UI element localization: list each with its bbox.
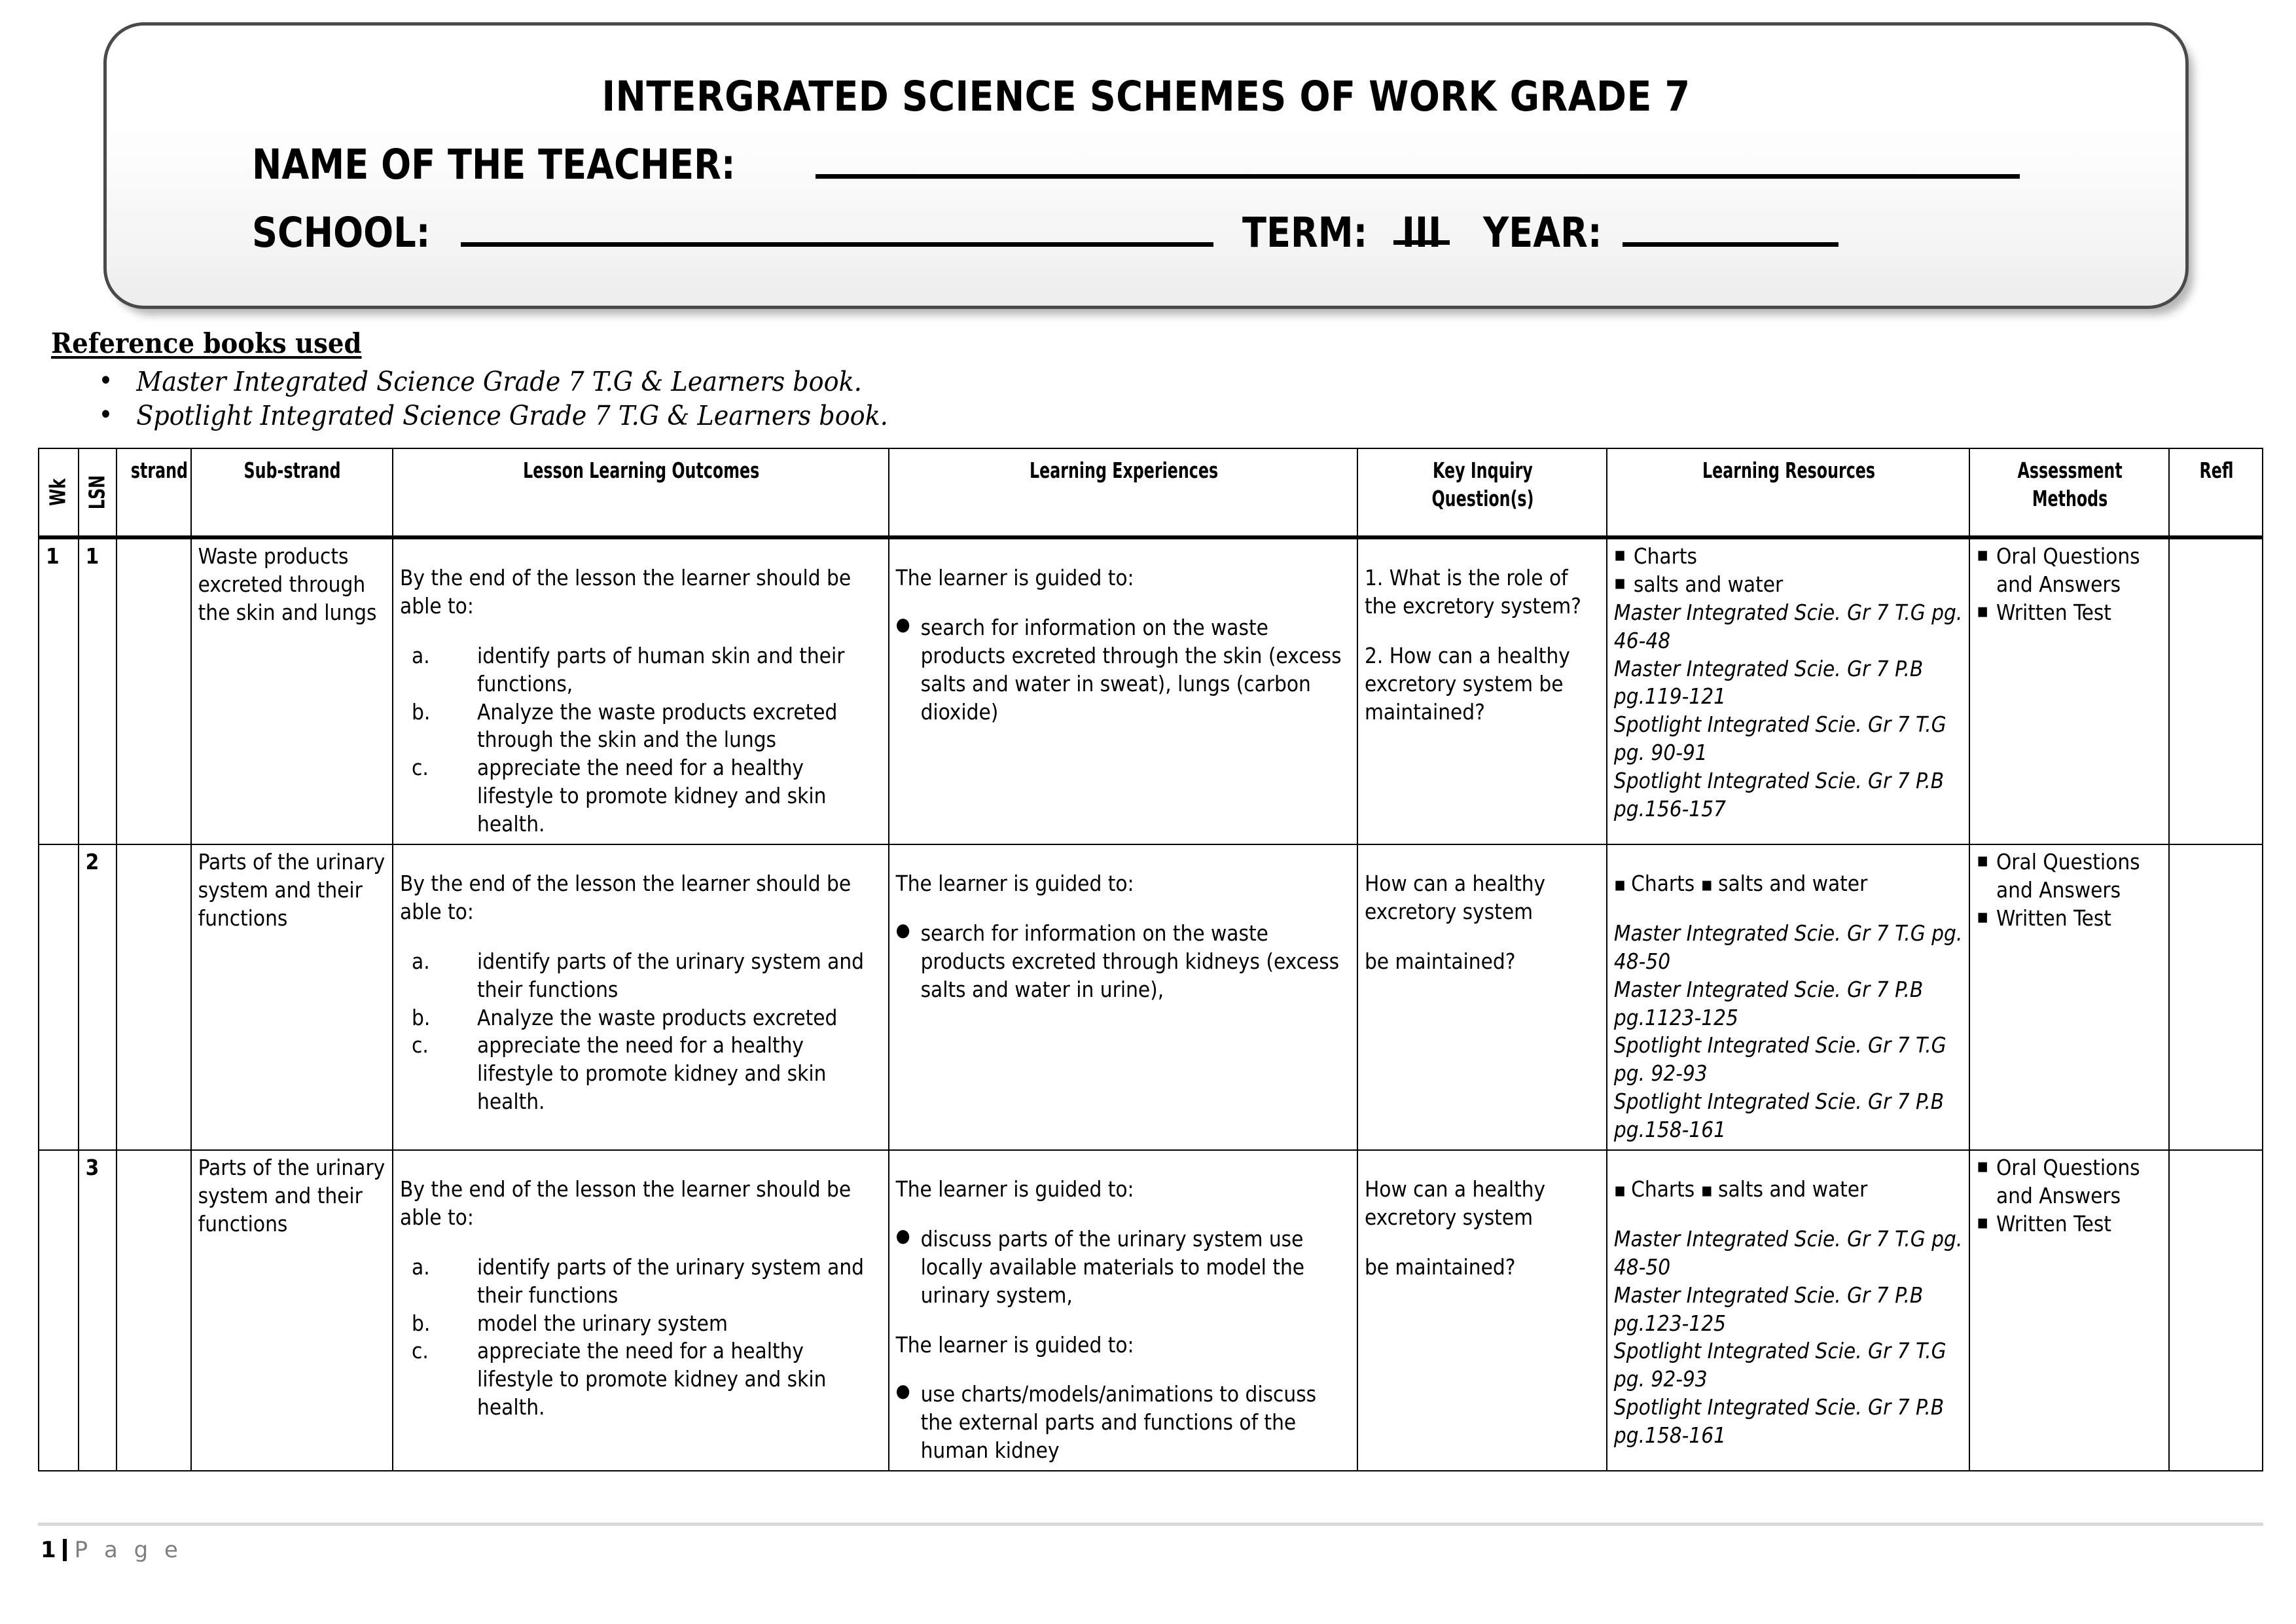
- outcomes-intro: By the end of the lesson the learner should be able to:: [400, 871, 852, 924]
- experience-bullet-list: [896, 1225, 1352, 1310]
- assessment-method-item: ▪ Oral Questions and Answers: [1977, 543, 2163, 599]
- year-label: YEAR:: [1483, 209, 1602, 257]
- resource-book-reference: Master Integrated Scie. Gr 7 P.B pg.1123-125: [1613, 976, 1924, 1030]
- column-header-lesson-learning-outcomes: Lesson Learning Outcomes: [393, 448, 889, 537]
- page-footer: [41, 1537, 183, 1563]
- outcome-item: Analyze the waste products excreted through the skin and the lungs: [477, 698, 838, 753]
- column-header-learning-experiences: Learning Experiences: [889, 448, 1357, 537]
- cell-learning-experiences: [889, 1150, 1357, 1471]
- cell-lesson-number: 2: [79, 844, 117, 1150]
- resource-material-item: ▪ Charts: [1614, 1176, 1695, 1202]
- cell-strand: [117, 1150, 191, 1471]
- experience-item: ● search for information on the waste products excreted through kidneys (excess salts and water in urine),: [896, 920, 1352, 1004]
- outcomes-list: [400, 642, 883, 839]
- cell-week: [39, 1150, 79, 1471]
- cell-reflection: [2169, 1150, 2263, 1471]
- school-term-year-line: [252, 209, 1839, 257]
- outcomes-intro: By the end of the lesson the learner should be able to:: [400, 1176, 852, 1230]
- experience-intro: The learner is guided to:: [895, 871, 1134, 897]
- resource-book-reference: Spotlight Integrated Scie. Gr 7 P.B pg.158-161: [1613, 1089, 1945, 1143]
- cell-learning-resources: [1607, 1150, 1969, 1471]
- resource-book-reference: Spotlight Integrated Scie. Gr 7 T.G pg. 90-91: [1613, 712, 1946, 766]
- resource-material-item: ▪ salts and water: [1701, 1176, 1868, 1202]
- experience-bullet-list: [896, 920, 1352, 1004]
- outcome-item: identify parts of the urinary system and their functions: [477, 948, 865, 1002]
- cell-learning-resources: [1607, 844, 1969, 1150]
- resource-material-item: ▪ Charts: [1614, 543, 1964, 571]
- cell-reflection: [2169, 537, 2263, 844]
- cell-lesson-learning-outcomes: [393, 844, 889, 1150]
- document-title: INTERGRATED SCIENCE SCHEMES OF WORK GRADE 7: [601, 73, 1691, 120]
- outcome-item: model the urinary system: [477, 1310, 728, 1336]
- cell-lesson-number: 1: [79, 537, 117, 844]
- experience-item: ● use charts/models/animations to discuss the external parts and functions of the human kidney: [896, 1380, 1352, 1465]
- column-header-key-inquiry-questions: Key Inquiry Question(s): [1357, 448, 1607, 537]
- resource-book-reference: Master Integrated Scie. Gr 7 T.G pg. 46-48: [1613, 599, 1963, 653]
- resource-material-item: ▪ salts and water: [1614, 571, 1964, 599]
- outcomes-list: [400, 948, 883, 1116]
- column-header-lsn: LSN: [79, 448, 117, 537]
- column-header-sub-strand: Sub-strand: [191, 448, 393, 537]
- assessment-methods-list: [1977, 1154, 2163, 1238]
- cell-assessment-methods: [1969, 844, 2169, 1150]
- school-label: SCHOOL:: [252, 209, 431, 257]
- resource-book-reference: Master Integrated Scie. Gr 7 T.G pg. 48-50: [1613, 920, 1963, 974]
- schemes-of-work-table: [38, 448, 2263, 1471]
- assessment-method-item: ▪ Written Test: [1977, 905, 2163, 933]
- resource-book-reference: Master Integrated Scie. Gr 7 T.G pg. 48-50: [1613, 1225, 1963, 1280]
- outcomes-list: [400, 1254, 883, 1422]
- cell-learning-experiences: [889, 537, 1357, 844]
- cell-key-inquiry-questions: [1357, 537, 1607, 844]
- resource-materials-list: [1614, 543, 1964, 599]
- assessment-method-item: ▪ Written Test: [1977, 1210, 2163, 1238]
- cell-strand: [117, 844, 191, 1150]
- resource-materials-inline: [1614, 1176, 1964, 1204]
- resource-materials-inline: [1614, 870, 1964, 898]
- footer-page-label: P a g e: [74, 1537, 183, 1563]
- inquiry-question: be maintained?: [1364, 1254, 1516, 1280]
- outcome-item: identify parts of human skin and their functions,: [477, 642, 845, 696]
- experience-bullet-list: [896, 614, 1352, 727]
- table-row: [39, 844, 2263, 1150]
- cell-strand: [117, 537, 191, 844]
- outcome-item: Analyze the waste products excreted: [477, 1004, 838, 1030]
- cell-reflection: [2169, 844, 2263, 1150]
- reference-book-item: • Spotlight Integrated Science Grade 7 T.G & Learners book.: [51, 399, 1512, 433]
- outcome-item: appreciate the need for a healthy lifestyle to promote kidney and skin health.: [477, 1032, 827, 1115]
- cell-lesson-learning-outcomes: [393, 1150, 889, 1471]
- resource-book-reference: Spotlight Integrated Scie. Gr 7 P.B pg.156-157: [1613, 768, 1945, 822]
- reference-books-list: [51, 365, 1622, 433]
- inquiry-question: How can a healthy excretory system: [1364, 871, 1546, 924]
- experience-intro: The learner is guided to:: [895, 565, 1134, 590]
- teacher-name-input[interactable]: [816, 143, 2020, 179]
- footer-page-number: 1: [41, 1537, 56, 1563]
- inquiry-question: 1. What is the role of the excretory system?: [1364, 565, 1581, 619]
- reference-book-item: • Master Integrated Science Grade 7 T.G & Learners book.: [51, 365, 1512, 399]
- reference-books-heading: Reference books used: [51, 327, 362, 359]
- inquiry-question: be maintained?: [1364, 948, 1516, 974]
- term-label: TERM:: [1242, 209, 1368, 257]
- teacher-label: NAME OF THE TEACHER:: [252, 141, 736, 189]
- resource-book-reference: Master Integrated Scie. Gr 7 P.B pg.119-121: [1613, 655, 1924, 710]
- cell-sub-strand: Waste products excreted through the skin and lungs: [191, 537, 393, 844]
- assessment-methods-list: [1977, 543, 2163, 627]
- column-header-refl: Refl: [2169, 448, 2263, 537]
- resource-material-item: ▪ Charts: [1614, 871, 1695, 896]
- cell-sub-strand: Parts of the urinary system and their functions: [191, 1150, 393, 1471]
- inquiry-question: How can a healthy excretory system: [1364, 1176, 1546, 1230]
- column-header-assessment-methods: Assessment Methods: [1969, 448, 2169, 537]
- assessment-method-item: ▪ Written Test: [1977, 599, 2163, 627]
- experience-item: ● discuss parts of the urinary system use locally available materials to model the urinary system,: [896, 1225, 1352, 1310]
- cell-learning-resources: [1607, 537, 1969, 844]
- cell-learning-experiences: [889, 844, 1357, 1150]
- outcome-item: appreciate the need for a healthy lifestyle to promote kidney and skin health.: [477, 1338, 827, 1420]
- assessment-methods-list: [1977, 848, 2163, 933]
- table-row: [39, 1150, 2263, 1471]
- resource-book-reference: Master Integrated Scie. Gr 7 P.B pg.123-125: [1613, 1282, 1924, 1336]
- inquiry-question: 2. How can a healthy excretory system be maintained?: [1364, 642, 1570, 725]
- cell-key-inquiry-questions: [1357, 1150, 1607, 1471]
- column-header-wk: Wk: [39, 448, 79, 537]
- teacher-name-line: [252, 141, 2020, 189]
- resource-book-reference: Spotlight Integrated Scie. Gr 7 T.G pg. 92-93: [1613, 1338, 1946, 1392]
- assessment-method-item: ▪ Oral Questions and Answers: [1977, 848, 2163, 905]
- school-name-input[interactable]: [461, 211, 1213, 247]
- footer-divider: [38, 1523, 2263, 1526]
- table-row: [39, 537, 2263, 844]
- outcome-item: appreciate the need for a healthy lifestyle to promote kidney and skin health.: [477, 755, 827, 837]
- cell-assessment-methods: [1969, 537, 2169, 844]
- column-header-learning-resources: Learning Resources: [1607, 448, 1969, 537]
- reference-books-section: [51, 327, 1622, 433]
- resource-material-item: ▪ salts and water: [1701, 871, 1868, 896]
- experience-intro: The learner is guided to:: [895, 1176, 1134, 1202]
- footer-separator: [63, 1539, 67, 1561]
- cell-key-inquiry-questions: [1357, 844, 1607, 1150]
- cell-week: [39, 844, 79, 1150]
- year-value-input[interactable]: [1623, 211, 1839, 247]
- resource-book-reference: Spotlight Integrated Scie. Gr 7 P.B pg.158-161: [1613, 1394, 1945, 1449]
- cell-sub-strand: Parts of the urinary system and their functions: [191, 844, 393, 1150]
- cell-lesson-learning-outcomes: [393, 537, 889, 844]
- experience-item: ● search for information on the waste products excreted through the skin (excess salts and water in sweat), lungs (carbon dioxide): [896, 614, 1352, 727]
- cell-assessment-methods: [1969, 1150, 2169, 1471]
- table-header-row: [39, 448, 2263, 537]
- title-banner: [103, 22, 2189, 309]
- term-value-input[interactable]: III: [1393, 209, 1450, 245]
- experience-intro: The learner is guided to:: [895, 1331, 1134, 1358]
- resource-book-reference: Spotlight Integrated Scie. Gr 7 T.G pg. 92-93: [1613, 1032, 1946, 1087]
- column-header-strand: strand: [117, 448, 191, 537]
- cell-week: 1: [39, 537, 79, 844]
- outcomes-intro: By the end of the lesson the learner should be able to:: [400, 565, 852, 619]
- experience-bullet-list: [896, 1380, 1352, 1465]
- assessment-method-item: ▪ Oral Questions and Answers: [1977, 1154, 2163, 1210]
- cell-lesson-number: 3: [79, 1150, 117, 1471]
- outcome-item: identify parts of the urinary system and their functions: [477, 1254, 865, 1308]
